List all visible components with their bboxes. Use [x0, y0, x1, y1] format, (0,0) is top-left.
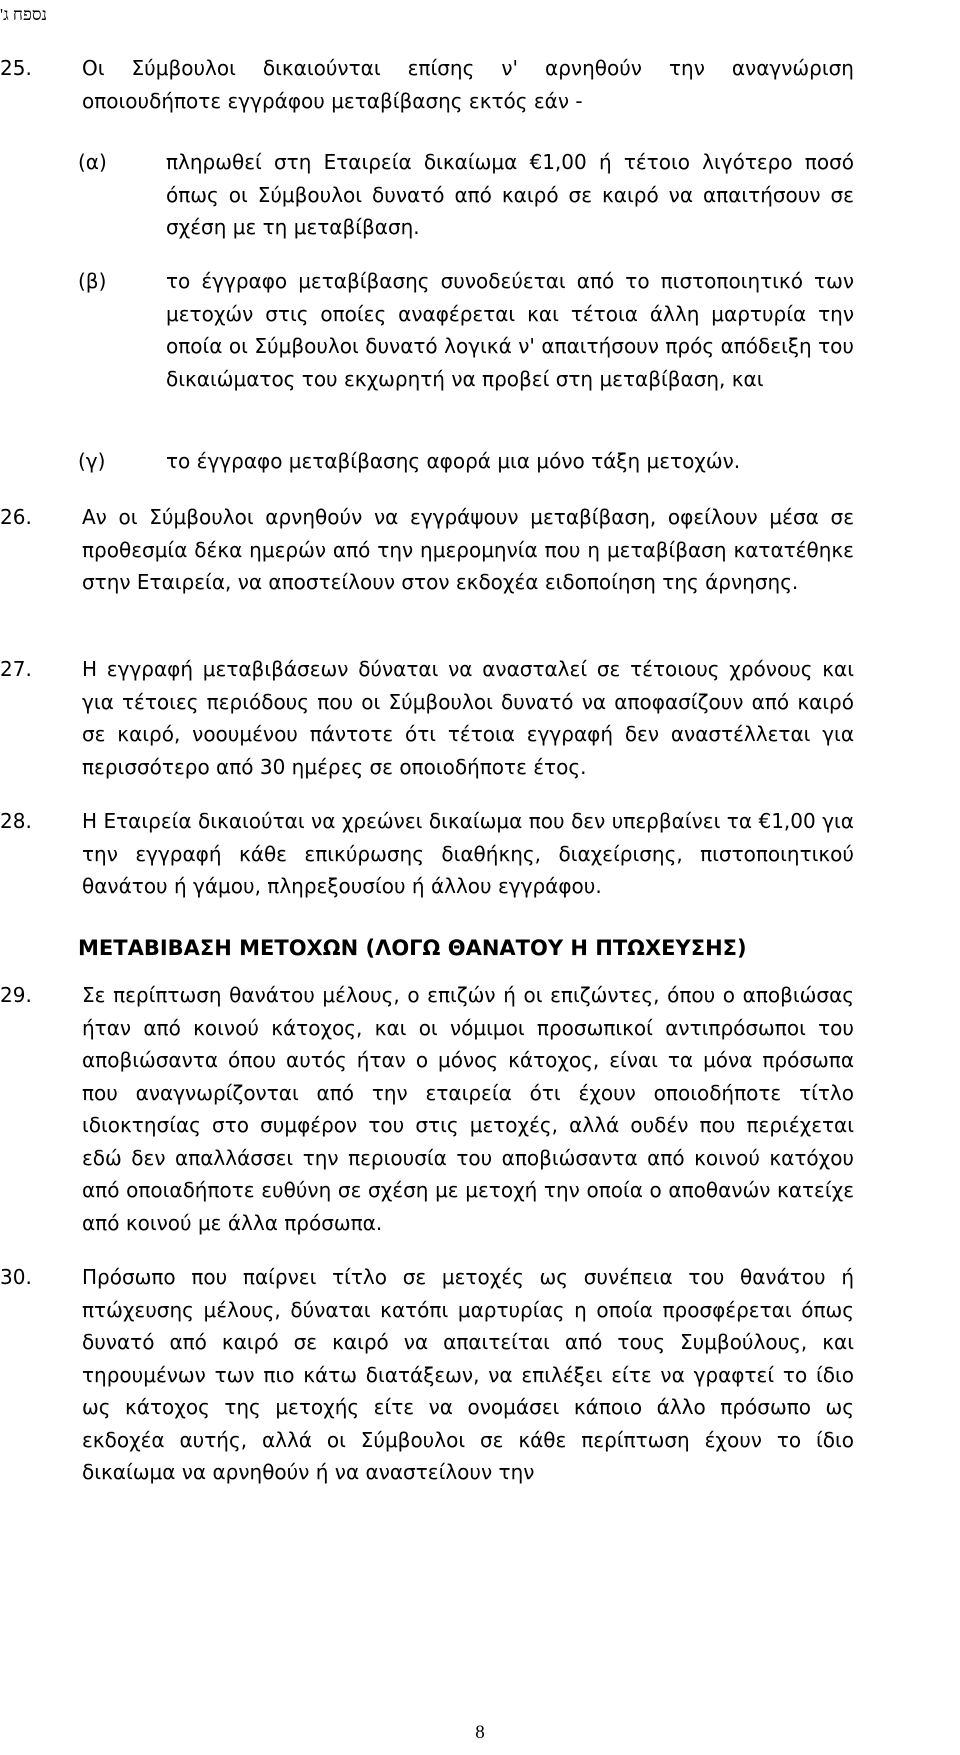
clause-text: Πρόσωπο που παίρνει τίτλο σε μετοχές ως συνέπεια του θανάτου ή πτώχευσης μέλους, δύναται κατόπι μαρτυρίας η οποία προσφέρεται όπως δυνατό από καιρό σε καιρό να απαιτείται από τους Συμβούλους, και τηρουμένων των πιο κάτω διατάξεων, να επιλέξει είτε να γραφτεί το ίδιο ως κάτοχος της μετοχής είτε να ονομάσει κάποιο άλλο πρόσωπο ως εκδοχέα αυτής, αλλά οι Σύμβουλοι σε κάθε περίπτωση έχουν το ίδιο δικαίωμα να αρνηθούν ή να αναστείλουν την [82, 1265, 854, 1484]
clause-number: 28. [0, 809, 32, 833]
clause-text: Σε περίπτωση θανάτου μέλους, ο επιζών ή οι επιζώντες, όπου ο αποβιώσας ήταν από κοινού κάτοχος, και οι νόμιμοι προσωπικοί αντιπρόσωποι του αποβιώσαντα όπου αυτός ήταν ο μόνος κάτοχος, είναι τα μόνα πρόσωπα που αναγνωρίζονται από την εταιρεία ότι έχουν οποιοδήποτε τίτλο ιδιοκτησίας στο συμφέρον του στις μετοχές, αλλά ουδέν που περιέχεται εδώ δεν απαλλάσσει την περιουσία του αποβιώσαντα από κοινού κατόχου από οποιαδήποτε ευθύνη σε σχέση με μετοχή την οποία ο αποθανών κατείχε από κοινού με άλλα πρόσωπα. [82, 983, 854, 1235]
clause-text: Η εγγραφή μεταβιβάσεων δύναται να ανασταλεί σε τέτοιους χρόνους και για τέτοιες περιόδους που οι Σύμβουλοι δυνατό να αποφασίζουν από καιρό σε καιρό, νοουμένου πάντοτε ότι τέτοια εγγραφή δεν αναστέλλεται για περισσότερο από 30 ημέρες σε οποιοδήποτε έτος. [82, 657, 854, 779]
section-heading: ΜΕΤΑΒΙΒΑΣΗ ΜΕΤΟΧΩΝ (ΛΟΓΩ ΘΑΝΑΤΟΥ Η ΠΤΩΧΕΥΣΗΣ) [78, 936, 747, 960]
clause-number: 30. [0, 1265, 32, 1289]
subitem-label: (γ) [78, 449, 106, 473]
clause-number: 27. [0, 657, 32, 681]
clause-number: 26. [0, 505, 32, 529]
subitem-a [78, 146, 854, 244]
subitem-text: το έγγραφο μεταβίβασης αφορά μια μόνο τάξη μετοχών. [166, 449, 741, 473]
clause-29 [0, 979, 854, 1239]
subitem-c [78, 445, 854, 478]
subitem-text: πληρωθεί στη Εταιρεία δικαίωμα €1,00 ή τέτοιο λιγότερο ποσό όπως οι Σύμβουλοι δυνατό από καιρό σε καιρό να απαιτήσουν σε σχέση με τη μεταβίβαση. [166, 150, 854, 239]
subitem-label: (β) [78, 269, 107, 293]
clause-25 [0, 52, 854, 117]
subitem-text: το έγγραφο μεταβίβασης συνοδεύεται από το πιστοποιητικό των μετοχών στις οποίες αναφέρεται και τέτοια άλλη μαρτυρία την οποία οι Σύμβουλοι δυνατό λογικά ν' απαιτήσουν πρός απόδειξη του δικαιώματος του εκχωρητή να προβεί στη μεταβίβαση, και [166, 269, 854, 391]
clause-text: Αν οι Σύμβουλοι αρνηθούν να εγγράψουν μεταβίβαση, οφείλουν μέσα σε προθεσμία δέκα ημερών από την ημερομηνία που η μεταβίβαση κατατέθηκε στην Εταιρεία, να αποστείλουν στον εκδοχέα ειδοποίηση της άρνησης. [82, 505, 854, 594]
clause-text: Οι Σύμβουλοι δικαιούνται επίσης ν' αρνηθούν την αναγνώριση οποιουδήποτε εγγράφου μεταβίβασης εκτός εάν - [82, 56, 854, 113]
page-number: 8 [475, 1722, 485, 1743]
clause-26 [0, 501, 854, 599]
clause-30 [0, 1261, 854, 1489]
clause-text: Η Εταιρεία δικαιούται να χρεώνει δικαίωμα που δεν υπερβαίνει τα €1,00 για την εγγραφή κάθε επικύρωσης διαθήκης, διαχείρισης, πιστοποιητικού θανάτου ή γάμου, πληρεξουσίου ή άλλου εγγράφου. [82, 809, 854, 898]
clause-number: 29. [0, 983, 32, 1007]
annex-tag: נספח ג' [0, 5, 48, 24]
subitem-label: (α) [78, 150, 107, 174]
clause-number: 25. [0, 56, 32, 80]
subitem-b [78, 265, 854, 395]
clause-28 [0, 805, 854, 903]
clause-27 [0, 653, 854, 783]
